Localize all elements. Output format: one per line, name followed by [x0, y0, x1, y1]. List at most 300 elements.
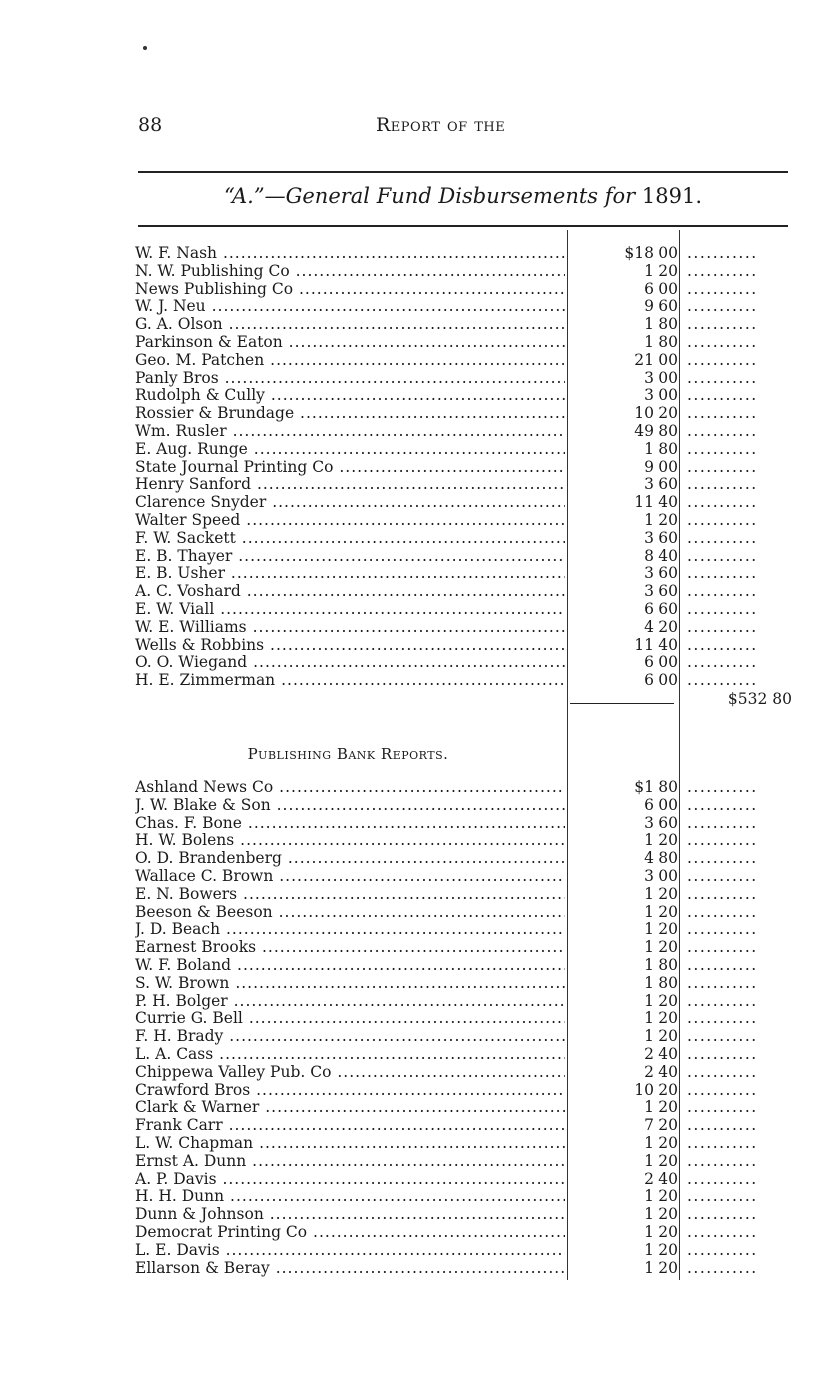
- leader-dots: ...........: [687, 458, 758, 476]
- leader-dots: ...........: [687, 1259, 758, 1277]
- leader-dots: ...........: [687, 636, 758, 654]
- table-row: [135, 993, 795, 1011]
- amount: [611, 459, 678, 477]
- table-row: [135, 957, 795, 975]
- amount: [611, 316, 678, 334]
- amount-dollars: 3: [644, 564, 654, 583]
- leader-dots: ...........: [687, 885, 758, 903]
- amount: [611, 1117, 678, 1135]
- amount: [611, 245, 678, 263]
- payee-name: Wells & Robbins .....: [135, 637, 565, 655]
- amount-cents: 60: [658, 297, 678, 316]
- amount: [611, 370, 678, 388]
- amount-dollars: 1: [644, 439, 654, 458]
- leader-dots: ...........: [687, 1170, 758, 1188]
- amount-cents: 20: [658, 991, 678, 1010]
- amount-dollars: 1: [644, 1258, 654, 1277]
- amount-cents: 40: [658, 1062, 678, 1081]
- amount-cents: 20: [658, 1116, 678, 1135]
- leader-dots: ...........: [687, 280, 758, 298]
- table-row: [135, 1082, 795, 1100]
- payee-name: Rudolph & Cully .....: [135, 387, 565, 405]
- amount: [611, 1188, 678, 1206]
- amount: [611, 1028, 678, 1046]
- leader-dots: ...........: [687, 1117, 758, 1135]
- amount-dollars: 6: [644, 671, 654, 690]
- amount-dollars: 1: [644, 1151, 654, 1170]
- amount-cents: 00: [658, 279, 678, 298]
- amount-dollars: 3: [644, 386, 654, 405]
- amount: [611, 797, 678, 815]
- leader-dots: ...........: [687, 333, 758, 351]
- amount-cents: 00: [658, 386, 678, 405]
- payee-name: Clarence Snyder .....: [135, 494, 565, 512]
- amount: [611, 601, 678, 619]
- table-row: [135, 1135, 795, 1153]
- leader-dots: ...........: [687, 814, 758, 832]
- table-row: [135, 672, 795, 690]
- amount-dollars: 2: [644, 1062, 654, 1081]
- table-row: [135, 868, 795, 886]
- amount-dollars: $18: [624, 244, 654, 262]
- amount-cents: 40: [658, 1169, 678, 1188]
- amount-cents: 60: [658, 599, 678, 618]
- table-row: [135, 298, 795, 316]
- amount-cents: 20: [658, 1009, 678, 1028]
- amount-cents: 80: [658, 315, 678, 334]
- amount-dollars: 8: [644, 546, 654, 565]
- leader-dots: ...........: [687, 903, 758, 921]
- payee-name: W. F. Nash .....: [135, 245, 565, 263]
- amount: [611, 1010, 678, 1028]
- payee-name: L. W. Chapman .....: [135, 1135, 565, 1153]
- table-row: [135, 494, 795, 512]
- table-row: [135, 815, 795, 833]
- leader-dots: ...........: [687, 600, 758, 618]
- leader-dots: ...........: [687, 956, 758, 974]
- amount-dollars: 10: [634, 404, 654, 423]
- leader-dots: ...........: [687, 440, 758, 458]
- table-row: [135, 565, 795, 583]
- table-row: [135, 245, 795, 263]
- leader-dots: ...........: [687, 1028, 758, 1046]
- payee-name: A. P. Davis .....: [135, 1171, 565, 1189]
- leader-dots: ...........: [687, 494, 758, 512]
- running-head: Report of the: [376, 114, 506, 136]
- amount-cents: 60: [658, 813, 678, 832]
- amount: [611, 423, 678, 441]
- table-title: [138, 184, 788, 208]
- table-row: [135, 779, 795, 797]
- amount-dollars: 1: [644, 1240, 654, 1259]
- amount-cents: 00: [658, 866, 678, 885]
- leader-dots: ...........: [687, 1188, 758, 1206]
- amount-cents: 00: [658, 671, 678, 690]
- payee-name: P. H. Bolger .....: [135, 993, 565, 1011]
- amount: [611, 352, 678, 370]
- payee-name: W. J. Neu .....: [135, 298, 565, 316]
- amount-dollars: 1: [644, 1009, 654, 1028]
- table-row: [135, 583, 795, 601]
- payee-name: O. D. Brandenberg .....: [135, 850, 565, 868]
- table-row: [135, 1064, 795, 1082]
- amount-cents: 20: [658, 920, 678, 939]
- title-bottom-rule: [138, 225, 788, 227]
- section-total: $532 80: [727, 690, 792, 708]
- amount: [611, 921, 678, 939]
- amount-cents: 60: [658, 582, 678, 601]
- leader-dots: ...........: [687, 1134, 758, 1152]
- leader-dots: ...........: [687, 565, 758, 583]
- amount: [611, 815, 678, 833]
- leader-dots: ...........: [687, 1063, 758, 1081]
- table-row: [135, 1117, 795, 1135]
- table-row: [135, 423, 795, 441]
- table-row: [135, 530, 795, 548]
- amount: [611, 619, 678, 637]
- payee-name: Chas. F. Bone .....: [135, 815, 565, 833]
- amount-dollars: 1: [644, 1133, 654, 1152]
- ink-speck: [143, 46, 147, 50]
- payee-name: Currie G. Bell .....: [135, 1010, 565, 1028]
- table-row: [135, 334, 795, 352]
- amount: [611, 1206, 678, 1224]
- payee-name: Chippewa Valley Pub. Co .....: [135, 1064, 565, 1082]
- leader-dots: ...........: [687, 974, 758, 992]
- payee-name: W. F. Boland .....: [135, 957, 565, 975]
- table-row: [135, 654, 795, 672]
- amount-dollars: 1: [644, 332, 654, 351]
- payee-name: Ernst A. Dunn .....: [135, 1153, 565, 1171]
- amount: [611, 957, 678, 975]
- amount-dollars: 1: [644, 1027, 654, 1046]
- amount-dollars: 1: [644, 1222, 654, 1241]
- table-row: [135, 405, 795, 423]
- amount-dollars: 1: [644, 261, 654, 280]
- amount-cents: 20: [658, 831, 678, 850]
- amount-dollars: 4: [644, 849, 654, 868]
- amount-dollars: 3: [644, 368, 654, 387]
- payee-name: Wallace C. Brown .....: [135, 868, 565, 886]
- amount-dollars: 3: [644, 582, 654, 601]
- payee-name: Ellarson & Beray .....: [135, 1260, 565, 1278]
- table-row: [135, 1028, 795, 1046]
- payee-name: L. A. Cass .....: [135, 1046, 565, 1064]
- payee-name: H. H. Dunn .....: [135, 1188, 565, 1206]
- amount-dollars: 11: [634, 493, 654, 512]
- amount-dollars: 1: [644, 1187, 654, 1206]
- amount-dollars: 6: [644, 279, 654, 298]
- payee-name: A. C. Voshard .....: [135, 583, 565, 601]
- amount-dollars: 2: [644, 1044, 654, 1063]
- payee-name: Frank Carr .....: [135, 1117, 565, 1135]
- amount-dollars: 3: [644, 866, 654, 885]
- amount-cents: 80: [658, 332, 678, 351]
- amount: [611, 1153, 678, 1171]
- amount: [611, 476, 678, 494]
- amount: [611, 530, 678, 548]
- amount-cents: 00: [658, 457, 678, 476]
- payee-name: News Publishing Co .....: [135, 281, 565, 299]
- leader-dots: ...........: [687, 867, 758, 885]
- table-row: [135, 975, 795, 993]
- leader-dots: ...........: [687, 1241, 758, 1259]
- amount-cents: 80: [658, 421, 678, 440]
- table-row: [135, 637, 795, 655]
- payee-name: State Journal Printing Co .....: [135, 459, 565, 477]
- amount: [611, 637, 678, 655]
- amount-dollars: 49: [634, 421, 654, 440]
- amount-dollars: 9: [644, 457, 654, 476]
- table-row: [135, 316, 795, 334]
- amount: [611, 1046, 678, 1064]
- table-row: [135, 441, 795, 459]
- table-row: [135, 601, 795, 619]
- amount: [611, 1260, 678, 1278]
- amount-cents: 80: [658, 973, 678, 992]
- amount-cents: 80: [658, 439, 678, 458]
- amount-dollars: 1: [644, 510, 654, 529]
- payee-name: E. B. Usher .....: [135, 565, 565, 583]
- table-row: [135, 1099, 795, 1117]
- table-row: [135, 850, 795, 868]
- amount-dollars: 1: [644, 831, 654, 850]
- payee-name: L. E. Davis .....: [135, 1242, 565, 1260]
- leader-dots: ...........: [687, 316, 758, 334]
- amount-cents: 00: [658, 368, 678, 387]
- leader-dots: ...........: [687, 262, 758, 280]
- amount: [611, 387, 678, 405]
- payee-name: E. B. Thayer .....: [135, 548, 565, 566]
- amount: [611, 334, 678, 352]
- table-row: [135, 1010, 795, 1028]
- leader-dots: ...........: [687, 1099, 758, 1117]
- amount: [611, 1099, 678, 1117]
- leader-dots: ...........: [687, 369, 758, 387]
- section-heading: Publishing Bank Reports.: [247, 745, 449, 763]
- leader-dots: ...........: [687, 245, 758, 262]
- amount: [611, 654, 678, 672]
- table-row: [135, 263, 795, 281]
- table-row: [135, 281, 795, 299]
- leader-dots: ...........: [687, 1223, 758, 1241]
- payee-name: Geo. M. Patchen .....: [135, 352, 565, 370]
- leader-dots: ...........: [687, 779, 758, 796]
- payee-name: Beeson & Beeson .....: [135, 904, 565, 922]
- table-row: [135, 459, 795, 477]
- payee-name: Earnest Brooks .....: [135, 939, 565, 957]
- leader-dots: ...........: [687, 1010, 758, 1028]
- table-row: [135, 387, 795, 405]
- amount: [611, 565, 678, 583]
- amount-dollars: 9: [644, 297, 654, 316]
- amount-cents: 20: [658, 1133, 678, 1152]
- payee-name: Walter Speed .....: [135, 512, 565, 530]
- amount-dollars: 1: [644, 938, 654, 957]
- amount-dollars: 1: [644, 955, 654, 974]
- leader-dots: ...........: [687, 672, 758, 690]
- amount-dollars: $1: [634, 778, 654, 796]
- leader-dots: ...........: [687, 832, 758, 850]
- amount-cents: 20: [658, 884, 678, 903]
- amount-cents: 40: [658, 1044, 678, 1063]
- payee-name: Crawford Bros .....: [135, 1082, 565, 1100]
- amount-cents: 20: [658, 1205, 678, 1224]
- amount: [611, 1224, 678, 1242]
- leader-dots: ...........: [687, 1045, 758, 1063]
- table-row: [135, 1171, 795, 1189]
- table-row: [135, 1046, 795, 1064]
- amount-cents: 20: [658, 938, 678, 957]
- amount-cents: 20: [658, 1222, 678, 1241]
- table-row: [135, 1260, 795, 1278]
- amount: [611, 868, 678, 886]
- amount: [611, 904, 678, 922]
- payee-name: E. W. Viall .....: [135, 601, 565, 619]
- amount: [611, 779, 678, 797]
- payee-name: J. W. Blake & Son .....: [135, 797, 565, 815]
- amount-cents: 40: [658, 635, 678, 654]
- amount-dollars: 3: [644, 475, 654, 494]
- payee-name: Panly Bros .....: [135, 370, 565, 388]
- table-row: [135, 548, 795, 566]
- amount: [611, 548, 678, 566]
- amount-cents: 20: [658, 1151, 678, 1170]
- table-row: [135, 512, 795, 530]
- amount: [611, 494, 678, 512]
- amount-dollars: 21: [634, 350, 654, 369]
- amount: [611, 832, 678, 850]
- payee-name: F. H. Brady .....: [135, 1028, 565, 1046]
- leader-dots: ...........: [687, 1152, 758, 1170]
- leader-dots: ...........: [687, 547, 758, 565]
- table-row: [135, 904, 795, 922]
- amount: [611, 512, 678, 530]
- amount-cents: 20: [658, 1258, 678, 1277]
- bank-reports-list: [135, 779, 795, 1277]
- payee-name: E. Aug. Runge .....: [135, 441, 565, 459]
- table-row: [135, 1153, 795, 1171]
- amount: [611, 298, 678, 316]
- payee-name: O. O. Wiegand .....: [135, 654, 565, 672]
- leader-dots: ...........: [687, 511, 758, 529]
- amount: [611, 281, 678, 299]
- amount: [611, 672, 678, 690]
- amount-dollars: 7: [644, 1116, 654, 1135]
- amount-dollars: 1: [644, 1098, 654, 1117]
- amount-cents: 80: [658, 849, 678, 868]
- amount-cents: 20: [658, 1098, 678, 1117]
- page-number: 88: [138, 114, 163, 136]
- table-row: [135, 797, 795, 815]
- amount-dollars: 1: [644, 1205, 654, 1224]
- amount: [611, 1171, 678, 1189]
- amount-dollars: 3: [644, 528, 654, 547]
- payee-name: Dunn & Johnson .....: [135, 1206, 565, 1224]
- amount-cents: 20: [658, 902, 678, 921]
- amount: [611, 1082, 678, 1100]
- amount: [611, 405, 678, 423]
- amount-cents: 20: [658, 617, 678, 636]
- amount-cents: 20: [658, 1027, 678, 1046]
- amount-cents: 20: [658, 1187, 678, 1206]
- amount-dollars: 3: [644, 813, 654, 832]
- table-row: [135, 886, 795, 904]
- payee-name: H. E. Zimmerman .....: [135, 672, 565, 690]
- amount-dollars: 1: [644, 991, 654, 1010]
- amount-cents: 80: [658, 955, 678, 974]
- payee-name: Henry Sanford .....: [135, 476, 565, 494]
- amount-cents: 60: [658, 564, 678, 583]
- leader-dots: ...........: [687, 405, 758, 423]
- amount-dollars: 10: [634, 1080, 654, 1099]
- table-row: [135, 832, 795, 850]
- payee-name: N. W. Publishing Co .....: [135, 263, 565, 281]
- leader-dots: ...........: [687, 1206, 758, 1224]
- amount-cents: 80: [658, 778, 678, 796]
- table-row: [135, 921, 795, 939]
- amount: [611, 441, 678, 459]
- amount-cents: 40: [658, 546, 678, 565]
- amount: [611, 993, 678, 1011]
- amount-cents: 00: [658, 653, 678, 672]
- amount-cents: 20: [658, 1240, 678, 1259]
- leader-dots: ...........: [687, 921, 758, 939]
- payee-name: H. W. Bolens .....: [135, 832, 565, 850]
- amount-dollars: 6: [644, 599, 654, 618]
- top-rule: [138, 171, 788, 173]
- amount-cents: 00: [658, 244, 678, 262]
- amount: [611, 975, 678, 993]
- table-row: [135, 1206, 795, 1224]
- amount: [611, 263, 678, 281]
- amount-cents: 20: [658, 1080, 678, 1099]
- amount-dollars: 1: [644, 902, 654, 921]
- leader-dots: ...........: [687, 476, 758, 494]
- payee-name: Ashland News Co .....: [135, 779, 565, 797]
- payee-name: G. A. Olson .....: [135, 316, 565, 334]
- leader-dots: ...........: [687, 422, 758, 440]
- table-row: [135, 352, 795, 370]
- leader-dots: ...........: [687, 654, 758, 672]
- payee-name: W. E. Williams .....: [135, 619, 565, 637]
- payee-name: E. N. Bowers .....: [135, 886, 565, 904]
- table-row: [135, 619, 795, 637]
- payee-name: Wm. Rusler .....: [135, 423, 565, 441]
- amount-dollars: 2: [644, 1169, 654, 1188]
- total-rule: [570, 703, 674, 704]
- leader-dots: ...........: [687, 583, 758, 601]
- table-row: [135, 476, 795, 494]
- leader-dots: ...........: [687, 529, 758, 547]
- leader-dots: ...........: [687, 939, 758, 957]
- leader-dots: ...........: [687, 1081, 758, 1099]
- amount-cents: 20: [658, 510, 678, 529]
- amount: [611, 1135, 678, 1153]
- disbursement-list: [135, 245, 795, 690]
- page-header: [138, 114, 788, 140]
- leader-dots: ...........: [687, 992, 758, 1010]
- amount-dollars: 11: [634, 635, 654, 654]
- leader-dots: ...........: [687, 387, 758, 405]
- leader-dots: ...........: [687, 298, 758, 316]
- table-row: [135, 1224, 795, 1242]
- amount-dollars: 1: [644, 884, 654, 903]
- amount: [611, 583, 678, 601]
- amount-dollars: 1: [644, 315, 654, 334]
- table-title-text: “A.”—General Fund Disbursements for: [223, 184, 636, 208]
- payee-name: J. D. Beach .....: [135, 921, 565, 939]
